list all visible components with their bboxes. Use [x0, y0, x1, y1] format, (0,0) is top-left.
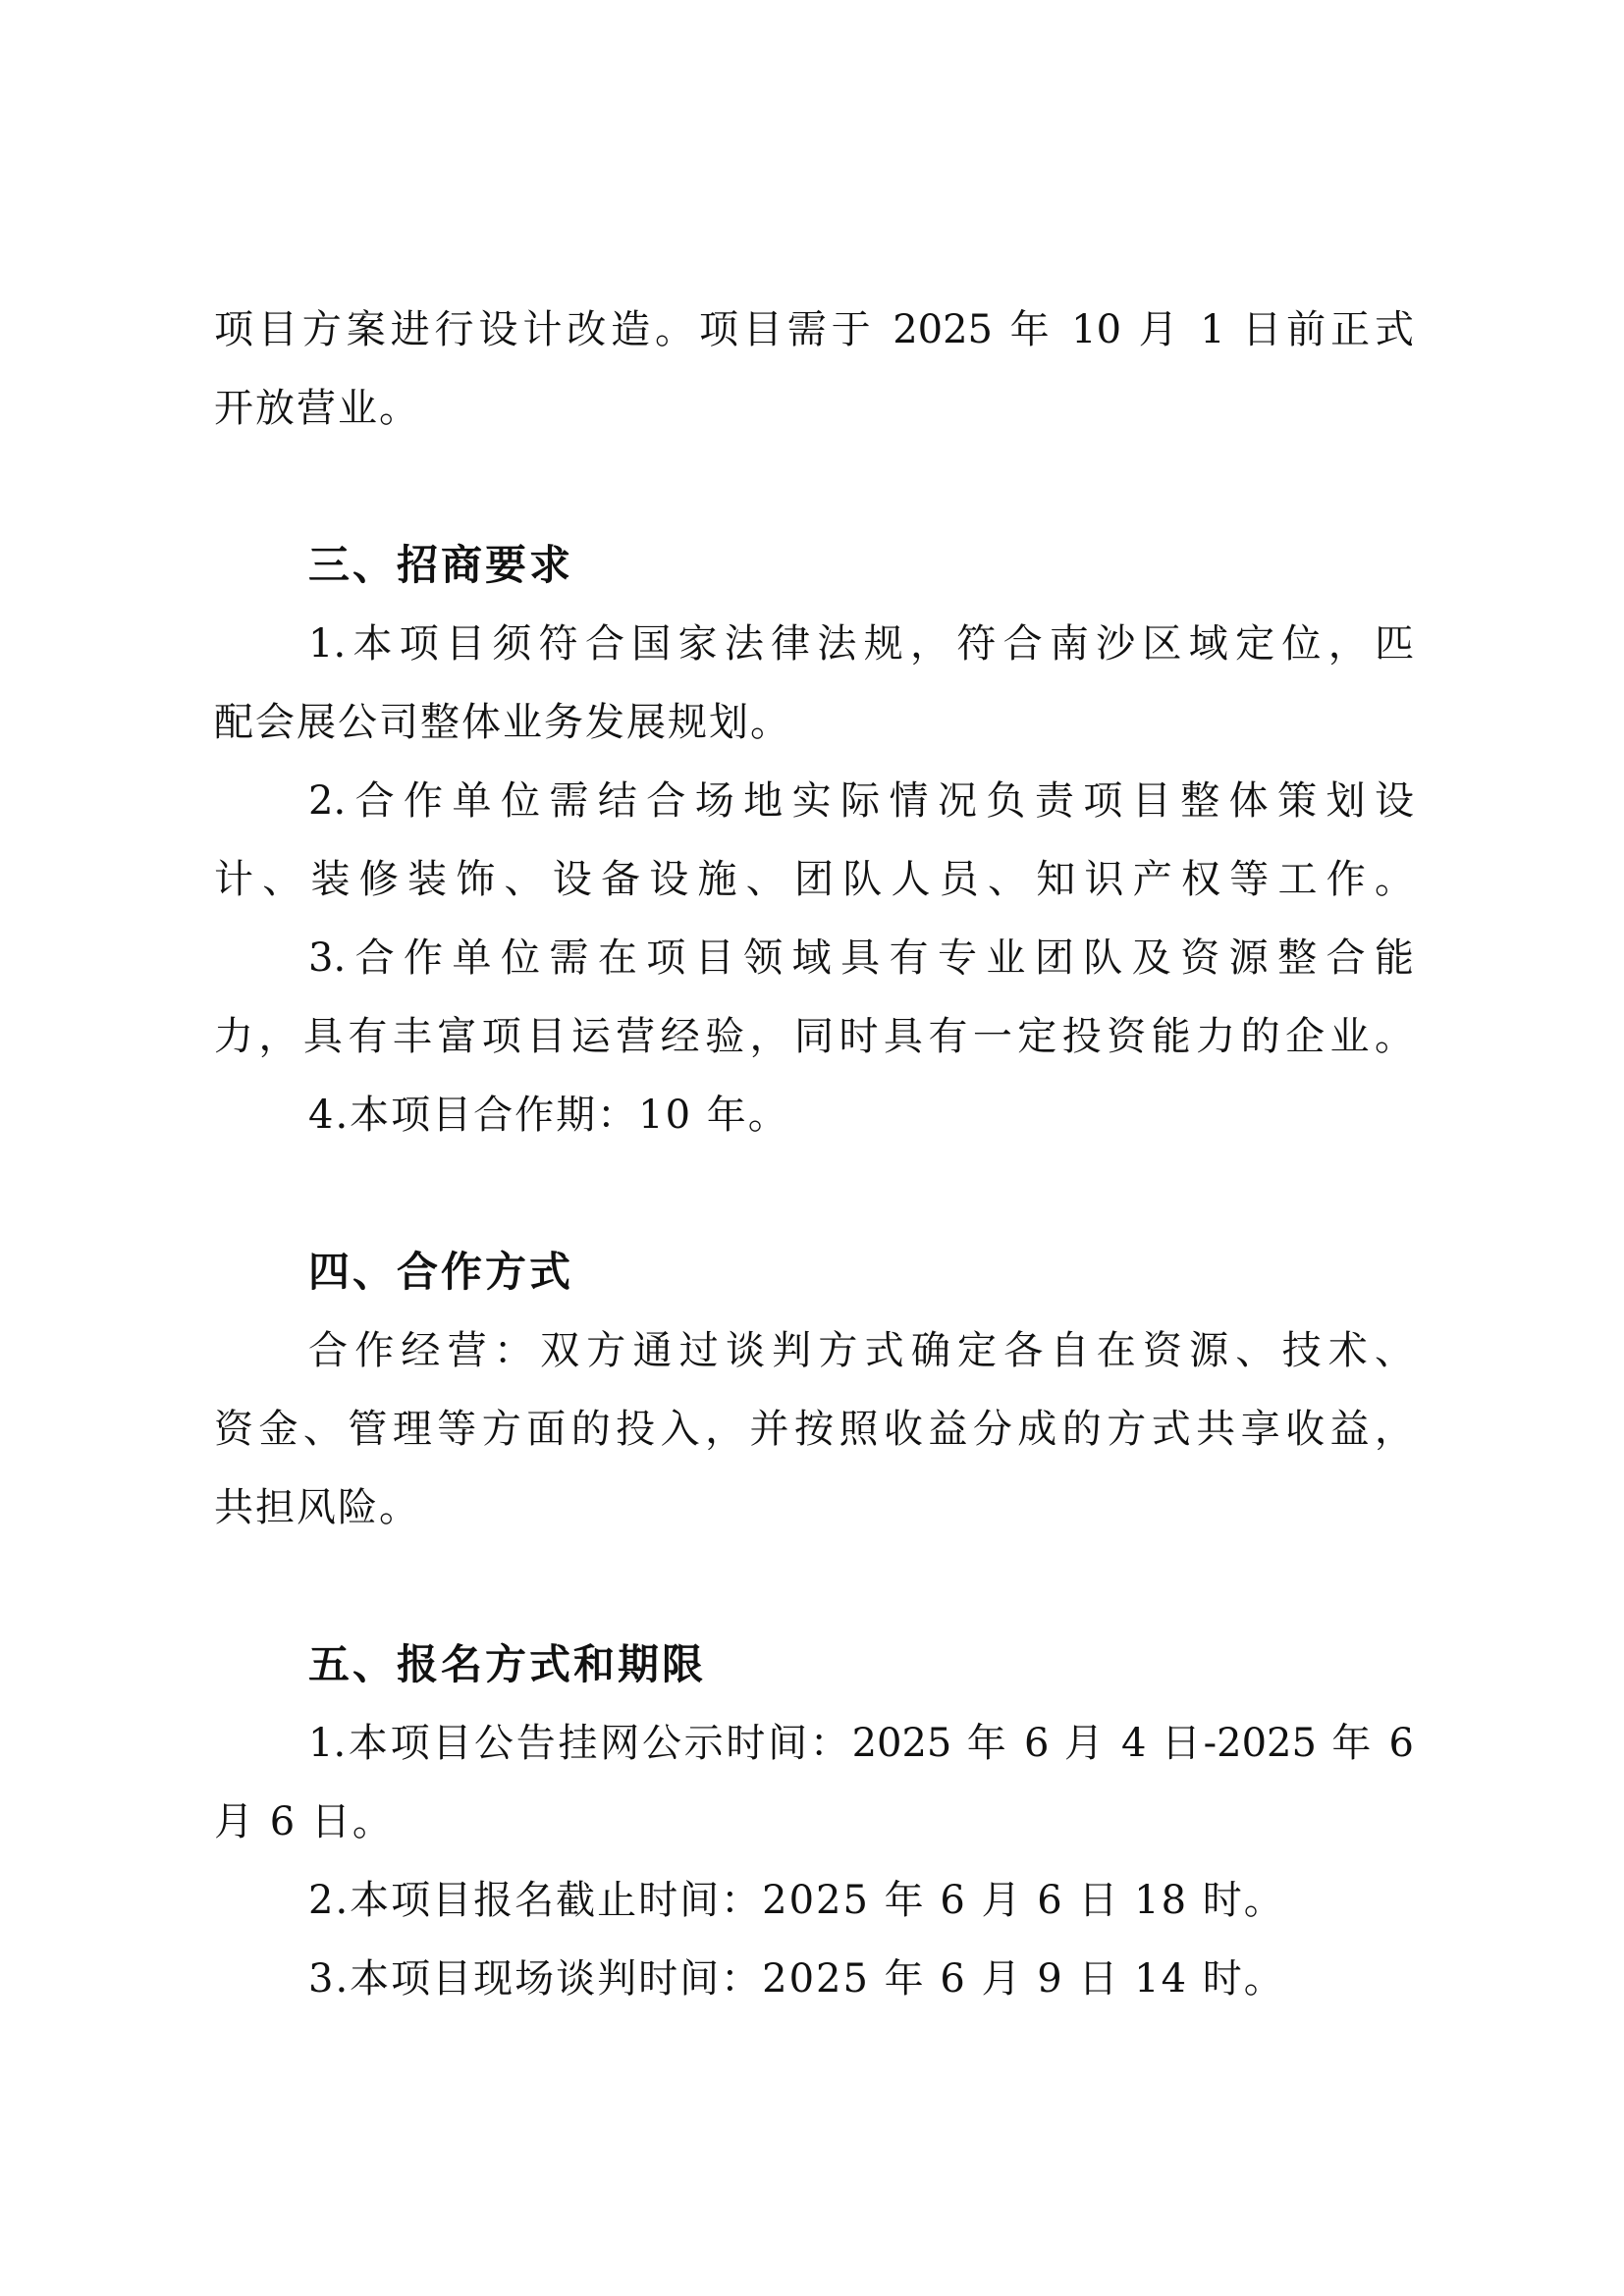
intro-line-1: 项目方案进行设计改造。项目需于 2025 年 10 月 1 日前正式: [214, 307, 1414, 352]
section-3-item-3-line-1: 3.合作单位需在项目领域具有专业团队及资源整合能: [308, 935, 1414, 981]
section-3-heading: 三、招商要求: [308, 541, 574, 589]
section-4-para-line-2: 资金、管理等方面的投入，并按照收益分成的方式共享收益，: [214, 1407, 1414, 1452]
section-4-para-line-1: 合作经营：双方通过谈判方式确定各自在资源、技术、: [308, 1328, 1414, 1373]
section-3-item-1-line-2: 配会展公司整体业务发展规划。: [214, 700, 791, 745]
section-3-item-4-line-1: 4.本项目合作期：10 年。: [308, 1093, 789, 1138]
section-3-item-2-line-2: 计、装修装饰、设备设施、团队人员、知识产权等工作。: [214, 857, 1414, 902]
section-4-heading: 四、合作方式: [308, 1248, 574, 1296]
section-3-item-3-line-2: 力，具有丰富项目运营经验，同时具有一定投资能力的企业。: [214, 1014, 1414, 1059]
section-5-item-1-line-1: 1.本项目公告挂网公示时间：2025 年 6 月 4 日-2025 年 6: [308, 1721, 1414, 1766]
section-3-item-1-line-1: 1.本项目须符合国家法律法规，符合南沙区域定位，匹: [308, 621, 1414, 667]
section-4-para-line-3: 共担风险。: [214, 1485, 420, 1530]
section-5-item-3-line-1: 3.本项目现场谈判时间：2025 年 6 月 9 日 14 时。: [308, 1956, 1285, 2002]
section-5-item-1-line-2: 月 6 日。: [214, 1799, 394, 1844]
section-5-item-2-line-1: 2.本项目报名截止时间：2025 年 6 月 6 日 18 时。: [308, 1878, 1285, 1923]
intro-line-2: 开放营业。: [214, 386, 420, 431]
section-5-heading: 五、报名方式和期限: [308, 1640, 707, 1688]
section-3-item-2-line-1: 2.合作单位需结合场地实际情况负责项目整体策划设: [308, 778, 1414, 824]
